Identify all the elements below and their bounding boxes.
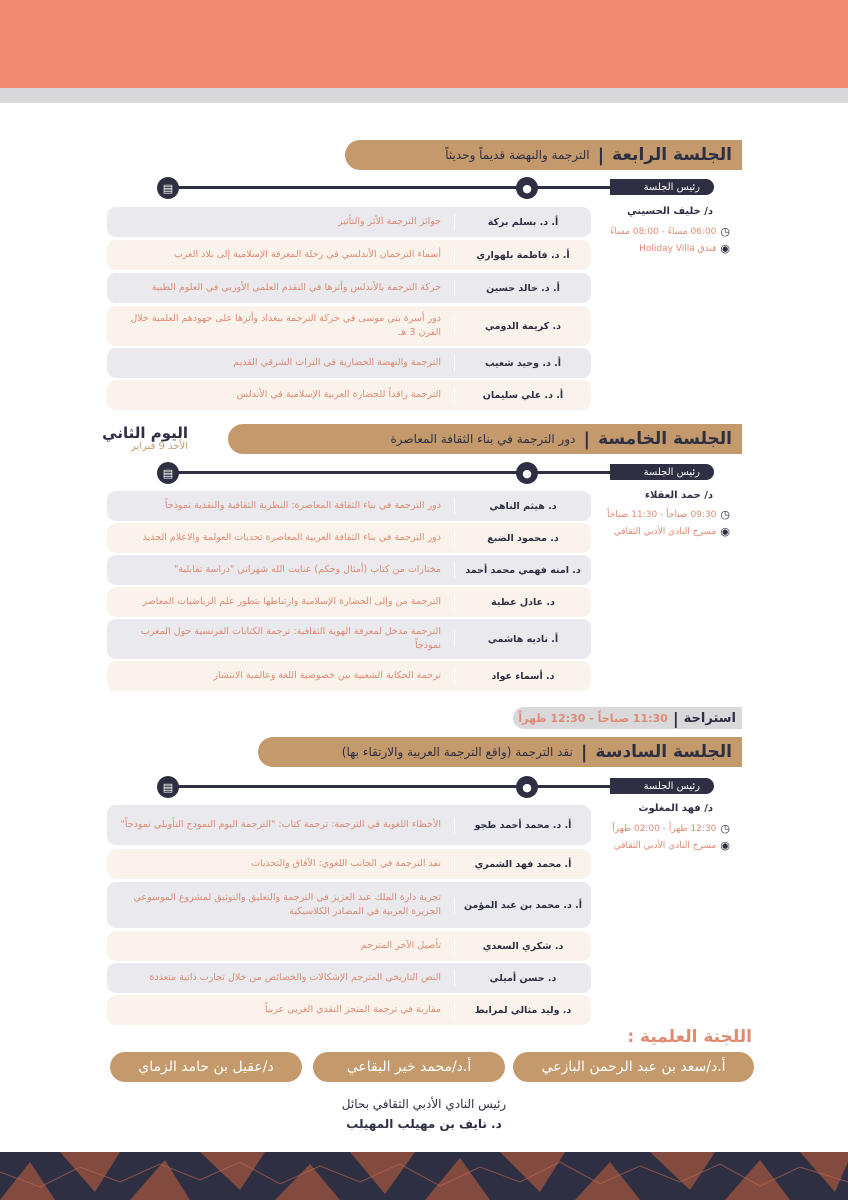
paper-topic: مختارات من كتاب (أمثال وحكم) عنايت الله شهراني "دراسة تقابلية" <box>173 563 441 575</box>
user-icon: ● <box>516 776 538 798</box>
session-title: الجلسة الرابعة <box>612 145 732 165</box>
day-two-title: اليوم الثاني <box>102 424 188 442</box>
session-4-banner: الجلسة الرابعة | الترجمة والنهضة قديماً وحديثاً <box>345 140 742 170</box>
location-pin-icon: ◉ <box>720 839 730 852</box>
speaker-name: أ. د. فاطمة بلهواري <box>476 249 570 261</box>
paper-topic: دور أسرة بني موسى في حركة الترجمة ببغداد وأثرها على جهودهم العلمية خلال القرن 3 هـ <box>130 312 441 338</box>
paper-topic: دور الترجمة في بناء الثقافة العربية المعاصرة تحديات العولمة والاعلام الجديد <box>142 531 441 543</box>
session-5-banner: الجلسة الخامسة | دور الترجمة في بناء الثقافة المعاصرة <box>228 424 742 454</box>
table-row <box>107 380 591 410</box>
footer-title: رئيس النادي الأدبي الثقافي بحائل <box>341 1097 507 1111</box>
table-row <box>107 805 591 845</box>
paper-topic: الترجمة من وإلى الحضارة الإسلامية وارتباطها بتطور علم الرياضيات المعاصر <box>142 595 441 607</box>
clock-icon: ◷ <box>720 225 730 238</box>
table-row <box>107 523 591 553</box>
session-6-banner: الجلسة السادسة | نقد الترجمة (واقع الترجمة العربية والارتقاء بها) <box>258 737 742 767</box>
speaker-name: أ. ناديه هاشمي <box>487 633 559 645</box>
paper-topic: الترجمة مدخل لمعرفة الهوية الثقافية: ترجمة الكتابات الفرنسية حول المغرب نموذجاً <box>140 625 441 651</box>
chair-label: رئيس الجلسة <box>610 464 714 480</box>
paper-topic: مقاربة في ترجمة المنجز النقدي الغربي عربياً <box>264 1003 441 1015</box>
break-label: استراحة <box>683 710 736 726</box>
speaker-name: أ. د. محمد بن عبد المؤمن <box>463 899 583 911</box>
session-topic: دور الترجمة في بناء الثقافة المعاصرة <box>390 432 576 446</box>
speaker-name: د. عادل عطية <box>491 596 555 608</box>
speaker-name: د. كريمة الدومي <box>485 320 561 332</box>
paper-topic: ترجمة الحكاية الشعبية بين خصوصية اللغة وعالمية الانتشار <box>213 669 441 681</box>
speaker-name: أ. د. خالد حسين <box>486 282 560 294</box>
table-row <box>107 240 591 270</box>
table-row <box>107 348 591 378</box>
document-icon: ▤ <box>157 177 179 199</box>
chair-name: د/ خليف الحسيني <box>627 206 713 217</box>
speaker-name: أ. د. بسلم بركة <box>487 216 559 228</box>
table-row <box>107 882 591 928</box>
chair-name: د/ فهد المغلوث <box>638 803 713 814</box>
clock-icon: ◷ <box>720 822 730 835</box>
table-row <box>107 491 591 521</box>
session-time: ◷ 09:30 صباحاً - 11:30 صباحاً <box>606 508 730 521</box>
paper-topic: الترجمة رافداً للحضارة العربية الإسلامية في الأندلس <box>236 388 441 400</box>
document-icon: ▤ <box>157 462 179 484</box>
table-row <box>107 207 591 237</box>
table-row <box>107 661 591 691</box>
paper-topic: نقد الترجمة في الجانب اللغوي: الآفاق والتحديات <box>251 857 441 869</box>
table-row <box>107 849 591 879</box>
table-row <box>107 995 591 1025</box>
paper-topic: حركة الترجمة بالأندلس وأثرها في التقدم العلمي الأوربي في العلوم الطبية <box>151 281 441 293</box>
chair-label: رئيس الجلسة <box>610 179 714 195</box>
table-row <box>107 931 591 961</box>
decorative-pattern <box>0 1152 848 1200</box>
speaker-name: د. شكري السعدي <box>482 940 564 952</box>
break-time: 11:30 صباحاً - 12:30 ظهراً <box>518 711 668 725</box>
user-icon: ● <box>516 462 538 484</box>
user-icon: ● <box>516 177 538 199</box>
location-pin-icon: ◉ <box>720 525 730 538</box>
table-row <box>107 306 591 346</box>
paper-topic: جوائز الترجمة الأثر والتأثير <box>337 215 441 227</box>
paper-topic: تأصيل الآخر المترجم <box>360 939 441 951</box>
table-row <box>107 619 591 659</box>
session-topic: الترجمة والنهضة قديماً وحديثاً <box>445 148 590 162</box>
speaker-name: د. محمود الضبع <box>487 532 559 544</box>
paper-topic: تجربة دارة الملك عبد العزيز في الترجمة والتعليق والتوثيق لمشروع الموسوعي الجزيرة العربية في المصادر الكلاسيكية <box>133 891 441 917</box>
speaker-name: د. هيثم الناهي <box>489 500 557 512</box>
header-stripe <box>0 88 848 103</box>
footer-name: د. نايف بن مهيلب المهيلب <box>346 1117 502 1131</box>
speaker-name: د. امنه فهمي محمد أحمد <box>465 564 581 576</box>
session-title: الجلسة الخامسة <box>598 429 732 449</box>
clock-icon: ◷ <box>720 508 730 521</box>
paper-topic: النص التاريخي المترجم الإشكالات والخصائص من خلال تجارب ذاتية متعددة <box>149 971 441 983</box>
session-time: ◷ 12:30 ظهراً - 02:00 ظهراً <box>612 822 730 835</box>
document-icon: ▤ <box>157 776 179 798</box>
speaker-name: أ. د. علي سليمان <box>482 389 564 401</box>
table-row <box>107 963 591 993</box>
paper-topic: الأخطاء اللغوية في الترجمة: ترجمة كتاب: "الترجمة اليوم النموذج التأويلي نموذجاً" <box>120 818 441 830</box>
speaker-name: د. حسن أميلي <box>489 972 557 984</box>
speaker-name: أ. د. وحيد شعيب <box>484 357 562 369</box>
session-venue: ◉ مسرح النادي الأدبي الثقافي <box>613 525 730 538</box>
location-pin-icon: ◉ <box>720 242 730 255</box>
day-two-date: الأحد 9 فبراير <box>130 441 188 452</box>
session-topic: نقد الترجمة (واقع الترجمة العربية والارتقاء بها) <box>341 745 573 759</box>
table-row <box>107 587 591 617</box>
header-band <box>0 0 848 88</box>
table-row <box>107 555 591 585</box>
committee-member: أ.د/محمد خير البقاعي <box>313 1052 505 1082</box>
paper-topic: الترجمة والنهضة الحضارية في التراث الشرقي القديم <box>233 356 441 368</box>
chair-name: د/ حمد العقلاء <box>644 490 713 501</box>
speaker-name: د. أسماء عواد <box>491 670 555 682</box>
paper-topic: دور الترجمة في بناء الثقافة المعاصرة: النظرية الثقافية والنقدية نموذجاً <box>164 499 441 511</box>
session-time: ◷ 06:00 مساءً - 08:00 مساءً <box>610 225 730 238</box>
break-bar: استراحة | 11:30 صباحاً - 12:30 ظهراً <box>513 707 742 729</box>
session-venue: ◉ فندق Holiday Villa <box>639 242 730 255</box>
paper-topic: أسماء الترجمان الأندلسي في رحلة المعرفة الإسلامية إلى بلاد الغرب <box>173 248 441 260</box>
speaker-name: أ. د. محمد أحمد طجو <box>474 819 572 831</box>
speaker-name: أ. محمد فهد الشمري <box>474 858 572 870</box>
table-row <box>107 273 591 303</box>
committee-member: أ.د/سعد بن عبد الرحمن البازعي <box>513 1052 754 1082</box>
session-title: الجلسة السادسة <box>595 742 732 762</box>
chair-label: رئيس الجلسة <box>610 778 714 794</box>
session-venue: ◉ مسرح النادي الأدبي الثقافي <box>613 839 730 852</box>
committee-member: د/عقيل بن حامد الزماي <box>110 1052 302 1082</box>
committee-title: اللجنة العلمية : <box>627 1027 752 1047</box>
speaker-name: د. وليد مثالي لمرابط <box>474 1004 572 1016</box>
